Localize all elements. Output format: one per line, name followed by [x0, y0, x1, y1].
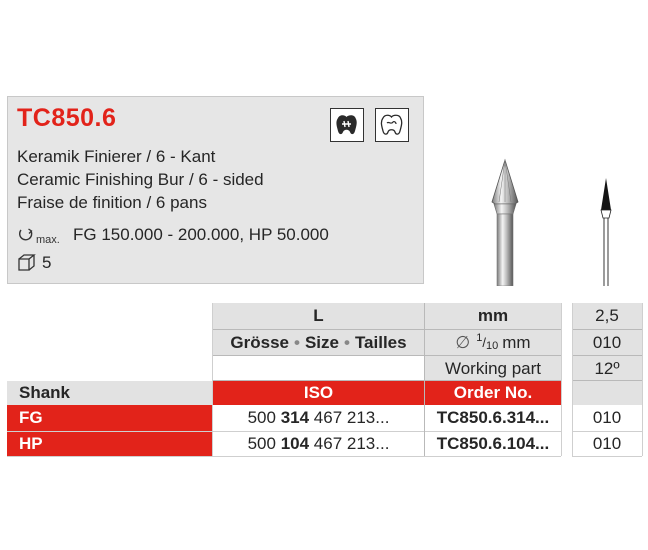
- side-angle-value: 12º: [572, 356, 642, 381]
- size-label: [213, 330, 424, 355]
- speed-max-label: max.: [36, 234, 60, 246]
- diameter-unit: ∅ 1 / 10 mm: [425, 330, 561, 355]
- diameter-unit-sub: 10: [485, 339, 499, 352]
- side-size-fg: 010: [592, 408, 622, 427]
- iso-header: ISO: [213, 381, 424, 405]
- size-label-fr: Tailles: [354, 332, 407, 352]
- shank-fg: FG: [7, 405, 212, 431]
- size-label-de: Grösse: [230, 332, 289, 352]
- working-part-label: Working part: [425, 356, 561, 381]
- dental-cavity-filled-icon: [330, 108, 364, 142]
- header-length: L: [213, 303, 424, 329]
- iso-code-hp: 500 104 467 213...: [247, 433, 390, 453]
- order-no-hp: TC850.6.104...: [436, 433, 550, 453]
- order-no-fg: TC850.6.314...: [436, 408, 550, 427]
- size-separator-2: •: [343, 332, 350, 352]
- size-label-en: Size: [304, 332, 339, 352]
- description-fr: Fraise de finition / 6 pans: [17, 193, 207, 212]
- side-blank-cell: [572, 381, 642, 405]
- diameter-unit-mm: mm: [502, 332, 531, 352]
- pack-quantity: 5: [42, 253, 52, 272]
- shank-header: Shank: [7, 381, 212, 405]
- header-mm: mm: [425, 303, 561, 329]
- description-de: Keramik Finierer / 6 - Kant: [17, 147, 216, 166]
- side-length-value: 2,5: [572, 303, 642, 329]
- diameter-unit-sup: 1: [476, 331, 483, 344]
- diameter-icon: ∅: [455, 332, 471, 352]
- rotation-speed-icon: [17, 227, 35, 243]
- shank-hp: HP: [7, 431, 212, 456]
- side-size-hp: 010: [592, 433, 622, 453]
- bur-image-small: [592, 178, 620, 286]
- iso-code-fg: 500 314 467 213...: [247, 408, 390, 427]
- product-code: TC850.6: [17, 104, 117, 132]
- speed-value: FG 150.000 - 200.000, HP 50.000: [73, 225, 329, 244]
- side-size-value: 010: [572, 330, 642, 355]
- order-no-header: Order No.: [425, 381, 561, 405]
- bur-image-large: [470, 156, 540, 286]
- dental-cavity-outline-icon: [375, 108, 409, 142]
- package-icon: [17, 254, 37, 272]
- size-separator-1: •: [294, 332, 300, 352]
- description-en: Ceramic Finishing Bur / 6 - sided: [17, 170, 264, 189]
